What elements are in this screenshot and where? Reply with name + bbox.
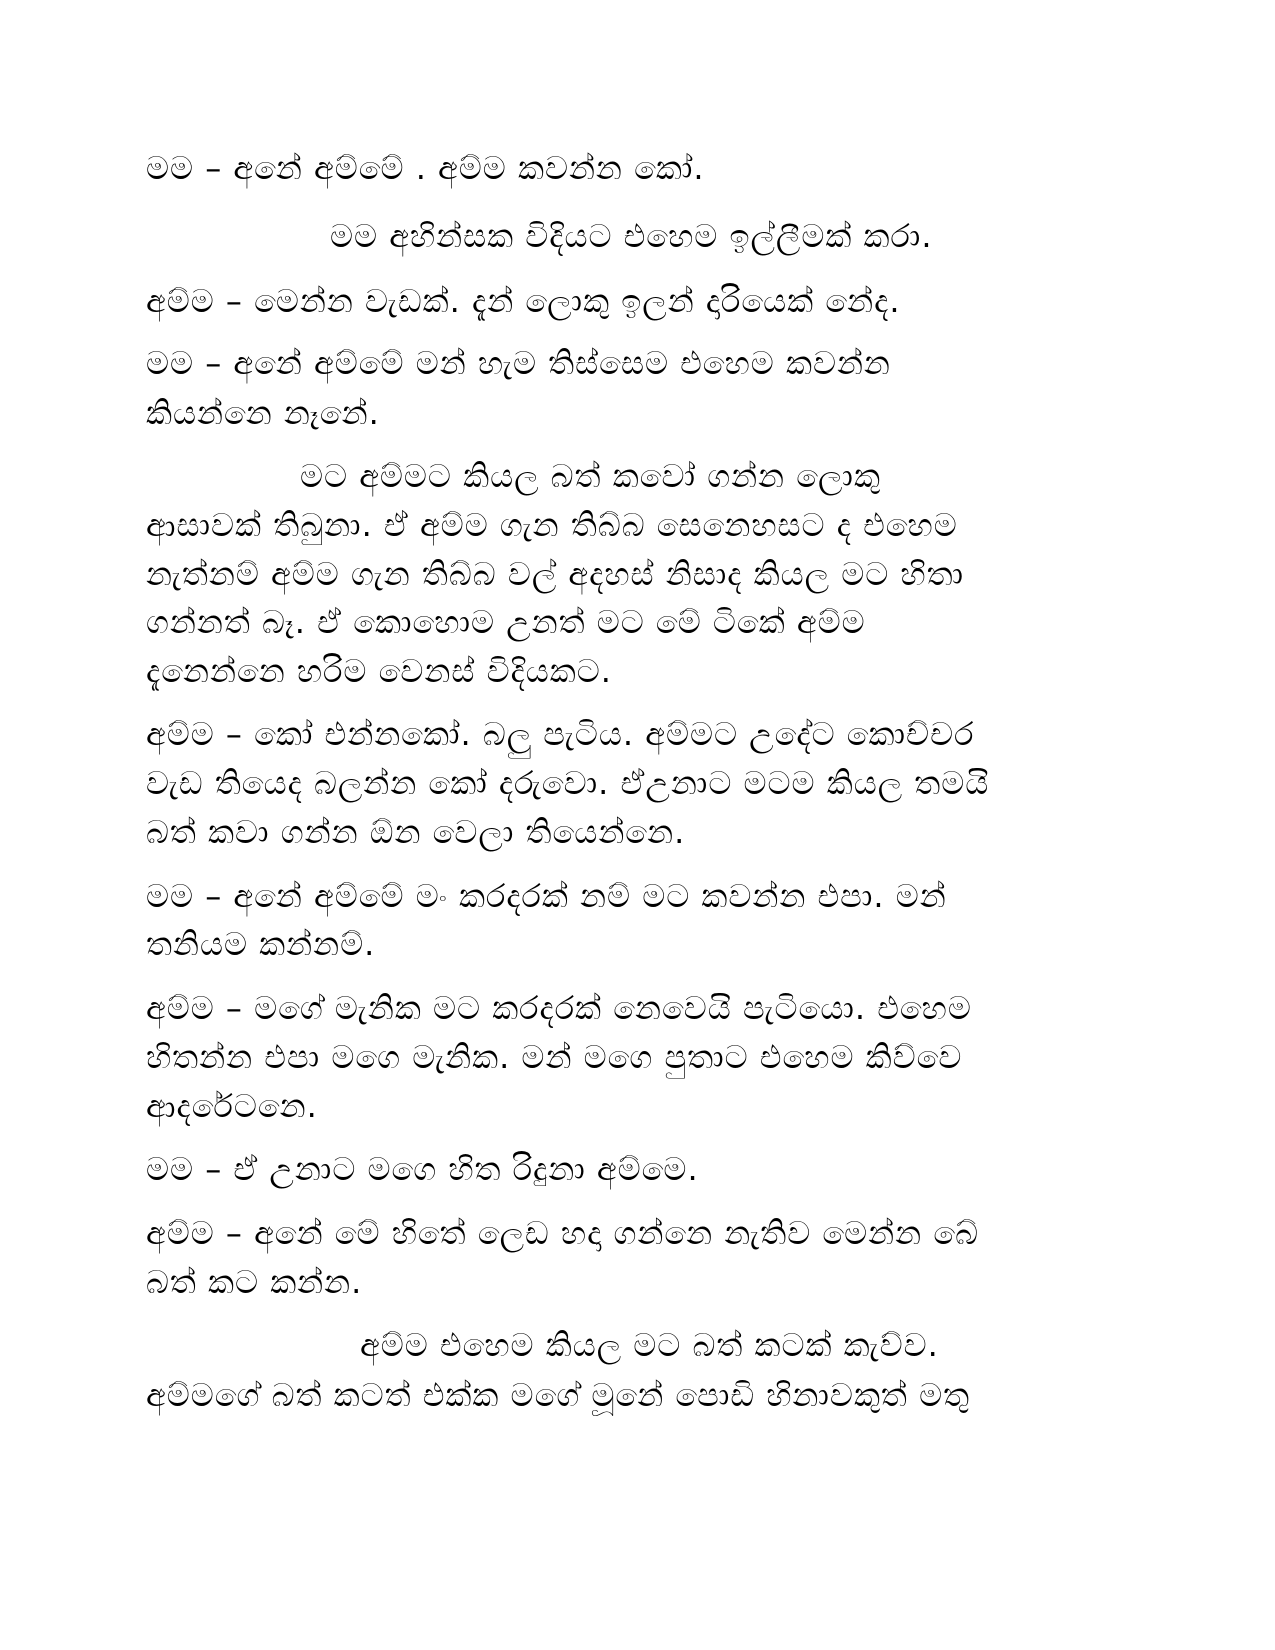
text-line: බත් කට කන්න.	[146, 1263, 363, 1301]
text-line: ගන්නත් බෑ. ඒ කොහොම උනත් මට මේ ටිකේ අම්ම	[146, 603, 866, 641]
text-line: කියන්නෙ නෑනේ.	[146, 394, 380, 432]
text-line: මම – අනේ අම්මේ . අම්ම කවන්න කෝ.	[146, 149, 705, 187]
text-line: අම්ම – මෙන්න වැඩක්. දැන් ලොකු ඉලන් දාරියෙක් නේද.	[146, 282, 901, 320]
text-line: මම – අනේ අම්මේ මං කරදරක් නම් මට කවන්න එපා. මන්	[146, 877, 947, 915]
text-line: බත් කවා ගන්න ඕන වෙලා තියෙන්නෙ.	[146, 813, 686, 851]
text-line: වැඩ තියෙද බලන්න කෝ දරුවො. ඒඋනාට මටම කියල තමයි	[146, 764, 990, 802]
text-line: දැනෙන්නෙ හරිම වෙනස් විදියකට.	[146, 652, 612, 690]
text-line: තනියම කන්නම්.	[146, 925, 376, 963]
text-line: අම්ම – මගේ මැනික මට කරදරක් නෙවෙයි පැටියො. එහෙම	[146, 989, 972, 1027]
text-line: මම – ඒ උනාට මගෙ හිත රිදුනා අම්මෙ.	[146, 1150, 699, 1188]
text-line: අම්ම – කෝ එන්නකෝ. බලු පැටිය. අම්මට උදේට කොච්චර	[146, 715, 975, 753]
text-line: ආදරේටනෙ.	[146, 1087, 318, 1125]
text-line: නැත්නම් අම්ම ගැන තිබ්බ වල් අදහස් නිසාද කියල මට හිතා	[146, 555, 965, 593]
text-line: ආසාවක් තිබුනා. ඒ අම්ම ගැන තිබ්බ සෙනෙහසට ද එහෙම	[146, 506, 958, 544]
text-line: අම්ම එහෙම කියල මට බත් කටක් කැව්ව.	[360, 1326, 939, 1364]
text-line: හිතන්න එපා මගෙ මැනික. මන් මගෙ පුතාට එහෙම කිව්වෙ	[146, 1038, 963, 1076]
text-line: මම අහින්සක විදියට එහෙම ඉල්ලීමක් කරා.	[330, 217, 933, 255]
text-line: මම – අනේ අම්මේ මන් හැම තිස්සෙම එහෙම කවන්න	[146, 344, 891, 382]
text-line: මට අම්මට කියල බත් කවෝ ගන්න ලොකු	[300, 457, 881, 495]
text-line: අම්ම – අනේ මේ හිතේ ලෙඩ හදා ගන්නෙ නැතිව මෙන්න බේ	[146, 1214, 979, 1252]
text-line: අම්මගේ බත් කටත් එක්ක මගේ මූනේ පොඩි හිනාවකුත් මතු	[146, 1376, 971, 1414]
